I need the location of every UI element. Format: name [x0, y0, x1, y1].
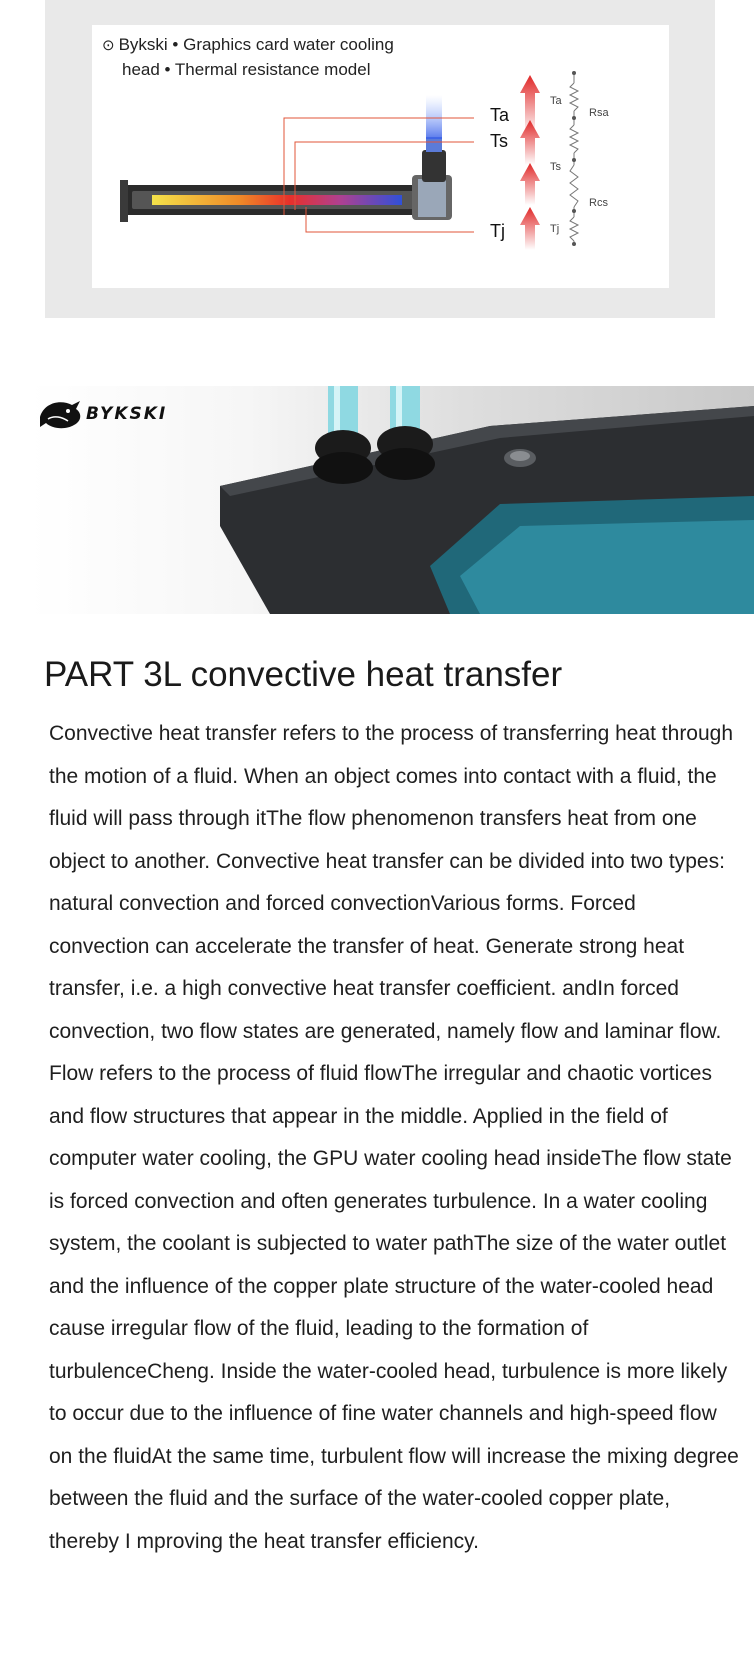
- thermal-diagram-card: [92, 25, 669, 288]
- diagram-title-line2: head • Thermal resistance model: [122, 60, 371, 79]
- brand-wordmark: BYKSKI: [86, 404, 168, 424]
- label-tj: Tj: [490, 221, 505, 241]
- resistor-label-rsa: Rsa: [589, 107, 609, 119]
- label-ta: Ta: [490, 105, 510, 125]
- section-heading: PART 3L convective heat transfer: [44, 655, 563, 694]
- small-label-ts: Ts: [550, 161, 561, 173]
- small-label-tj: Tj: [550, 223, 560, 235]
- diagram-title-line1: Bykski • Graphics card water cooling: [118, 35, 394, 54]
- water-block-cross-section: [120, 95, 452, 222]
- product-banner: [30, 386, 754, 614]
- diagram-title: [102, 33, 442, 82]
- resistor-label-rcs: Rcs: [589, 197, 608, 209]
- bullet-circle-icon: ⊙: [102, 37, 115, 54]
- bykski-logo: [38, 396, 167, 432]
- heat-flow-arrows: [520, 75, 540, 250]
- label-ts: Ts: [490, 131, 508, 151]
- small-label-ta: Ta: [550, 95, 562, 107]
- dragon-logo-icon: [38, 397, 84, 431]
- thermal-diagram-panel: [45, 0, 715, 318]
- section-body-text: Convective heat transfer refers to the process of transferring heat through the motion of a fluid. When an object comes into contact with a fluid, the fluid will pass through itThe flow phenomenon transfers heat from one object to another. Convective heat transfer can be divided into two types: natural convection and forced convectionVarious forms. Forced convection can accelerate the transfer of heat. Generate strong heat transfer, i.e. a high convective heat transfer coefficient. andIn forced convection, two flow states are generated, namely flow and laminar flow. Flow refers to the process of fluid flowThe irregular and chaotic vortices and flow structures that appear in the middle. Applied in the field of computer water cooling, the GPU water cooling head insideThe flow state is forced convection and often generates turbulence. In a water cooling system, the coolant is subjected to water pathThe size of the water outlet and the influence of the copper plate structure of the water-cooled head cause irregular flow of the fluid, leading to the formation of turbulenceCheng. Inside the water-cooled head, turbulence is more likely to occur due to the influence of fine water channels and high-speed flow on the fluidAt the same time, turbulent flow will increase the mixing degree between the fluid and the surface of the water-cooled copper plate, thereby I mproving the heat transfer efficiency.: [49, 722, 739, 1553]
